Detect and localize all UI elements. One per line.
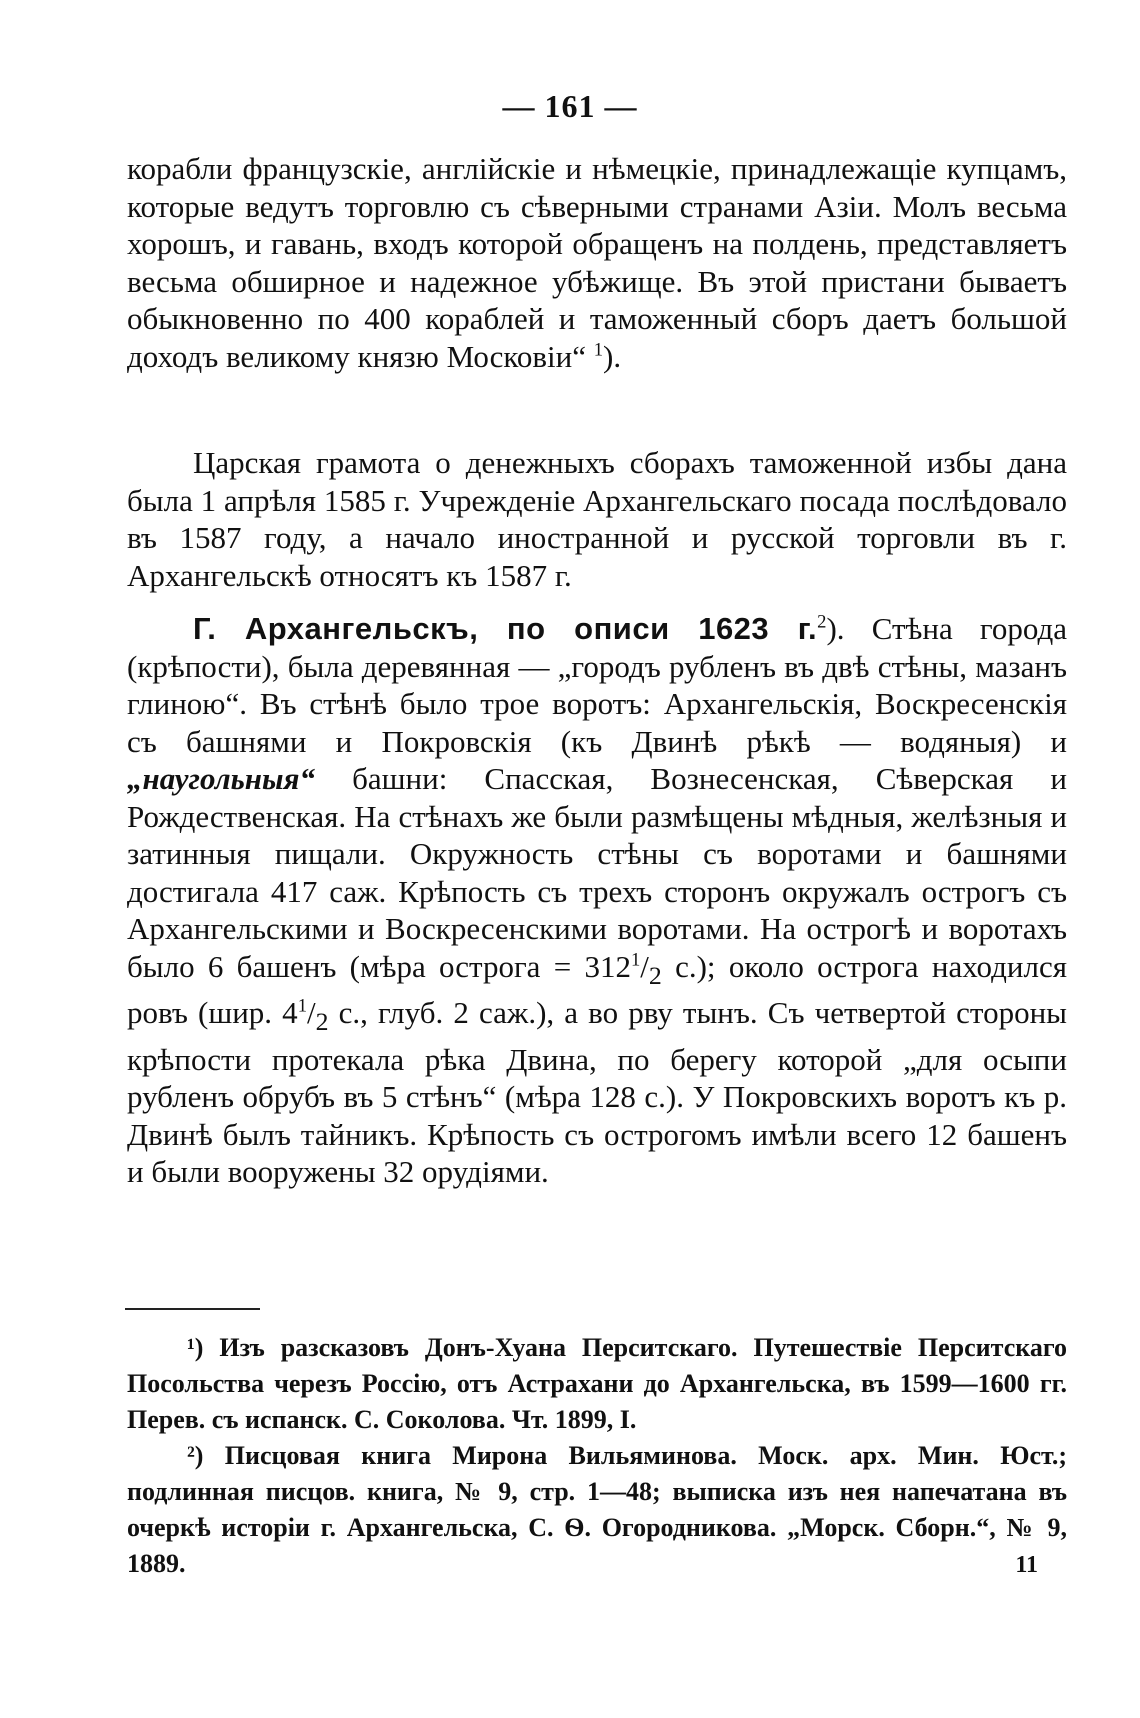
footnote-1 (127, 1330, 1067, 1438)
footnote-text: Изъ разсказовъ Донъ-Хуана Перситскаго. Путешествiе Перситскаго Посольства черезъ Россiю, отъ Астрахани до Архангельска, въ 1599—1600 гг. Перев. съ испанск. С. Соколова. Чт. 1899, I. (127, 1333, 1067, 1434)
paragraph-text: корабли французскiе, англiйскiе и нѣмецкiе, принадлежащiе купцамъ, которые ведутъ торговлю съ сѣверными странами Азiи. Молъ весьма хорошъ, и гавань, входъ которой обращенъ на полдень, представляетъ весьма обширное и надежное убѣжище. Въ этой пристани бываетъ обыкновенно по 400 кораблей и таможенный сборъ даетъ большой доходъ великому князю Московiи“ (127, 151, 1067, 374)
paragraph-text: Царская грамота о денежныхъ сборахъ таможенной избы дана была 1 апрѣля 1585 г. Учрежденiе Архангельскаго посада послѣдовало въ 1587 году, а начало иностранной и русской торговли въ г. Архангельскѣ относятъ къ 1587 г. (127, 445, 1067, 593)
fraction-slash: / (306, 995, 316, 1031)
footnote-mark: ²) (187, 1441, 204, 1470)
paragraph-text-part4: с., глуб. 2 саж.), а во рву тынъ. Съ четвертой стороны крѣпости протекала рѣка Двина, по берегу которой „для осыпи рубленъ обрубъ въ 5 стѣнъ“ (мѣра 128 с.). У Покровскихъ воротъ къ р. Двинѣ былъ тайникъ. Крѣпость съ острогомъ имѣли всего 12 башенъ и были вооружены 32 орудiями. (127, 995, 1067, 1190)
footnote-divider (125, 1308, 260, 1310)
fraction-denominator: 2 (648, 960, 662, 990)
paragraph-customs (127, 444, 1067, 594)
paragraph-text-part3: с.); около острога находился ровъ (шир. 4 (127, 948, 1067, 1031)
printer-signature: 11 (1015, 1552, 1038, 1578)
footnote-text: Писцовая книга Мирона Вильяминова. Моск. арх. Мин. Юст.; подлинная писцов. книга, № 9, стр. 1—48; выписка изъ нея напечатана въ очеркѣ исторiи г. Архангельска, С. Ѳ. Огородникова. „Морск. Сборн.“, № 9, 1889. (127, 1441, 1067, 1578)
footnote-2 (127, 1438, 1067, 1582)
footnotes (127, 1330, 1067, 1582)
fraction-numerator: 1 (297, 995, 307, 1017)
paragraph-text-part1: ). Стѣна города (крѣпости), была деревянная — „городъ рубленъ въ двѣ стѣны, мазанъ глиною“. Въ стѣнѣ было трое воротъ: Архангельскiя, Воскресенскiя съ башнями и Покровскiя (къ Двинѣ рѣкѣ — водяныя) и (127, 611, 1067, 759)
page-number: — 161 — (502, 88, 638, 124)
fraction-slash: / (640, 948, 649, 984)
fraction-numerator: 1 (630, 949, 641, 971)
italic-term: „наугольныя“ (127, 761, 315, 796)
footnote-ref-1: 1 (593, 339, 604, 361)
footnote-mark: ¹) (187, 1333, 204, 1362)
paragraph-tail: ). (603, 338, 622, 374)
paragraph-continuation (127, 150, 1067, 375)
paragraph-text-part2: башни: Спасская, Вознесенская, Сѣверская и Рождественская. На стѣнахъ же были размѣщены мѣдныя, желѣзныя и затинныя пищали. Окружность стѣны съ воротами и башнями достигала 417 саж. Крѣпость съ трехъ сторонъ окружалъ острогъ съ Архангельскими и Воскресенскими воротами. На острогѣ и воротахъ было 6 башенъ (мѣра острога = 312 (127, 761, 1067, 984)
fraction-denominator: 2 (315, 1007, 329, 1037)
section-heading: Г. Архангельскъ, по описи 1623 г. (193, 611, 818, 646)
paragraph-fortress (127, 610, 1067, 1191)
footnote-ref-2: 2 (817, 611, 827, 633)
